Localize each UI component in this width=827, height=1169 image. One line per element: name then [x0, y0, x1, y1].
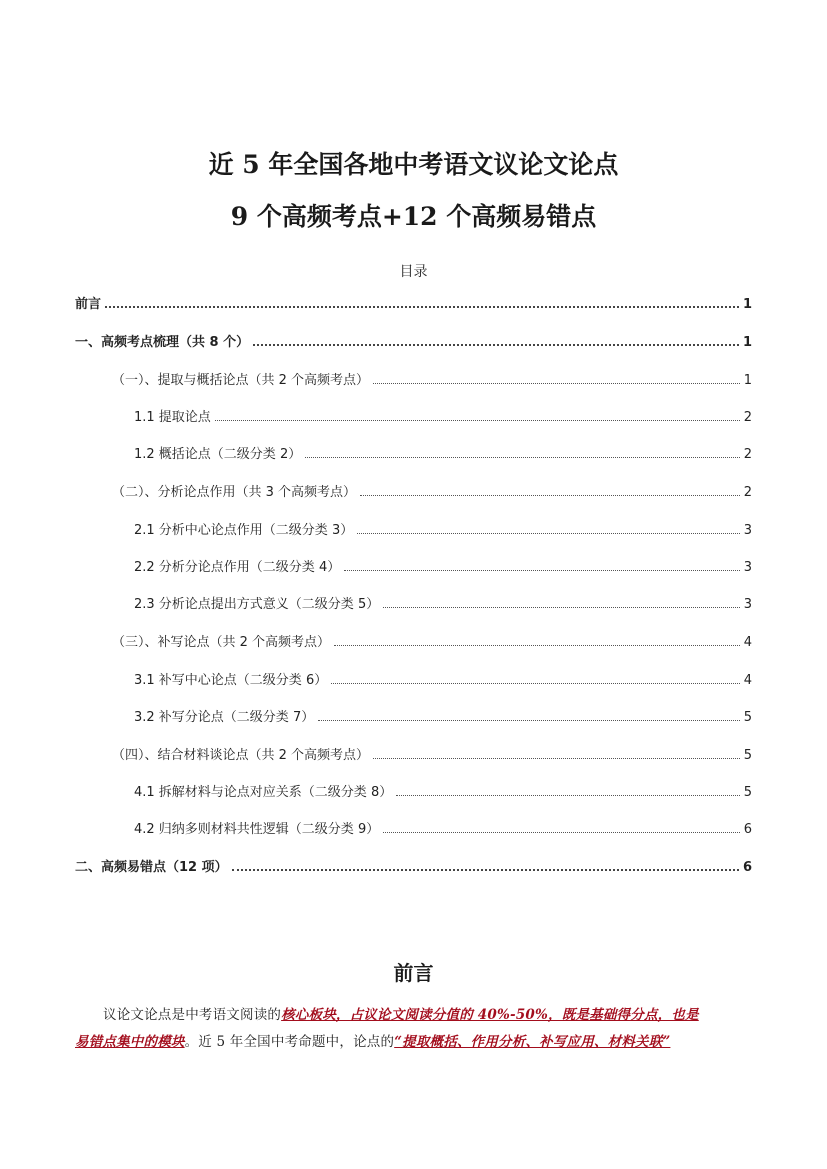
toc-entry-page: 5 [743, 785, 752, 800]
toc-entry-label: 2.2 分析分论点作用（二级分类 4） [134, 560, 341, 575]
toc-entry[interactable] [134, 817, 752, 837]
toc-entry-label: 前言 [75, 297, 102, 312]
toc-leader-dots [383, 822, 740, 833]
toc-entry[interactable] [112, 480, 752, 500]
toc-entry-label: （二）、分析论点作用（共 3 个高频考点） [112, 485, 357, 500]
toc-entry[interactable] [134, 442, 752, 462]
preface-highlight: “提取概括、作用分析、补写应用、材料关联” [394, 1034, 671, 1050]
toc-entry[interactable] [134, 668, 752, 688]
toc-leader-dots [232, 859, 739, 871]
toc-entry[interactable] [134, 780, 752, 800]
toc-entry[interactable] [134, 592, 752, 612]
toc-entry-page: 2 [743, 447, 752, 462]
toc-entry[interactable] [112, 630, 752, 650]
toc-entry-page: 3 [743, 597, 752, 612]
toc-entry-label: 3.1 补写中心论点（二级分类 6） [134, 673, 328, 688]
toc-entry-label: 4.1 拆解材料与论点对应关系（二级分类 8） [134, 785, 393, 800]
preface-heading: 前言 [393, 961, 434, 985]
toc-heading: 目录 [399, 264, 428, 280]
toc-leader-dots [396, 785, 740, 796]
toc-entry-label: 3.2 补写分论点（二级分类 7） [134, 710, 315, 725]
toc-leader-dots [357, 523, 740, 534]
toc-leader-dots [373, 373, 740, 384]
toc-entry[interactable] [112, 368, 752, 388]
doc-title-line1: 近 5 年全国各地中考语文议论文论点 [208, 150, 619, 179]
toc-entry[interactable] [134, 518, 752, 538]
toc-entry[interactable] [75, 292, 752, 312]
toc-entry-page: 1 [743, 373, 752, 388]
toc-entry-label: （一）、提取与概括论点（共 2 个高频考点） [112, 373, 370, 388]
toc-leader-dots [360, 485, 740, 496]
toc-entry-page: 6 [742, 860, 752, 875]
toc-leader-dots [318, 710, 740, 721]
preface-text: 议论文论点是中考语文阅读的 [103, 1007, 282, 1023]
toc-entry-label: 1.1 提取论点 [134, 410, 211, 425]
toc-entry-page: 1 [742, 335, 752, 350]
toc-entry-label: 1.2 概括论点（二级分类 2） [134, 447, 302, 462]
toc-entry[interactable] [75, 330, 752, 350]
toc-entry[interactable] [134, 705, 752, 725]
toc-leader-dots [105, 296, 739, 308]
toc-entry-page: 6 [743, 822, 752, 837]
toc-entry-page: 3 [743, 560, 752, 575]
toc-entry-label: （四）、结合材料谈论点（共 2 个高频考点） [112, 748, 370, 763]
toc-leader-dots [215, 410, 740, 421]
toc-leader-dots [373, 748, 740, 759]
toc-entry[interactable] [75, 855, 752, 875]
toc-entry-label: 2.3 分析论点提出方式意义（二级分类 5） [134, 597, 380, 612]
toc-entry-page: 1 [742, 297, 752, 312]
preface-paragraph-line2 [75, 1030, 752, 1050]
toc-entry-page: 4 [743, 673, 752, 688]
toc-entry-label: 二、高频易错点（12 项） [75, 860, 228, 875]
toc-entry[interactable] [134, 555, 752, 575]
preface-paragraph-line1 [75, 1003, 752, 1023]
preface-highlight: 易错点集中的模块 [75, 1034, 185, 1050]
toc-entry-label: 一、高频考点梳理（共 8 个） [75, 335, 250, 350]
preface-highlight: 核心板块，占议论文阅读分值的 40%-50%，既是基础得分点，也是 [281, 1007, 699, 1023]
toc-entry-label: 2.1 分析中心论点作用（二级分类 3） [134, 523, 354, 538]
toc-leader-dots [253, 334, 739, 346]
toc-entry-page: 5 [743, 748, 752, 763]
toc-entry-label: 4.2 归纳多则材料共性逻辑（二级分类 9） [134, 822, 380, 837]
toc-leader-dots [305, 447, 740, 458]
toc-entry-label: （三）、补写论点（共 2 个高频考点） [112, 635, 331, 650]
toc-entry-page: 4 [743, 635, 752, 650]
doc-title-line2: 9 个高频考点+12 个高频易错点 [230, 202, 597, 231]
toc-leader-dots [344, 560, 740, 571]
toc-entry-page: 3 [743, 523, 752, 538]
preface-text: 。近 5 年全国中考命题中，论点的 [184, 1034, 395, 1050]
toc-entry[interactable] [112, 743, 752, 763]
toc-entry-page: 5 [743, 710, 752, 725]
toc-entry-page: 2 [743, 410, 752, 425]
toc-leader-dots [383, 597, 740, 608]
toc-leader-dots [331, 673, 740, 684]
toc-entry[interactable] [134, 405, 752, 425]
toc-leader-dots [334, 635, 740, 646]
toc-entry-page: 2 [743, 485, 752, 500]
